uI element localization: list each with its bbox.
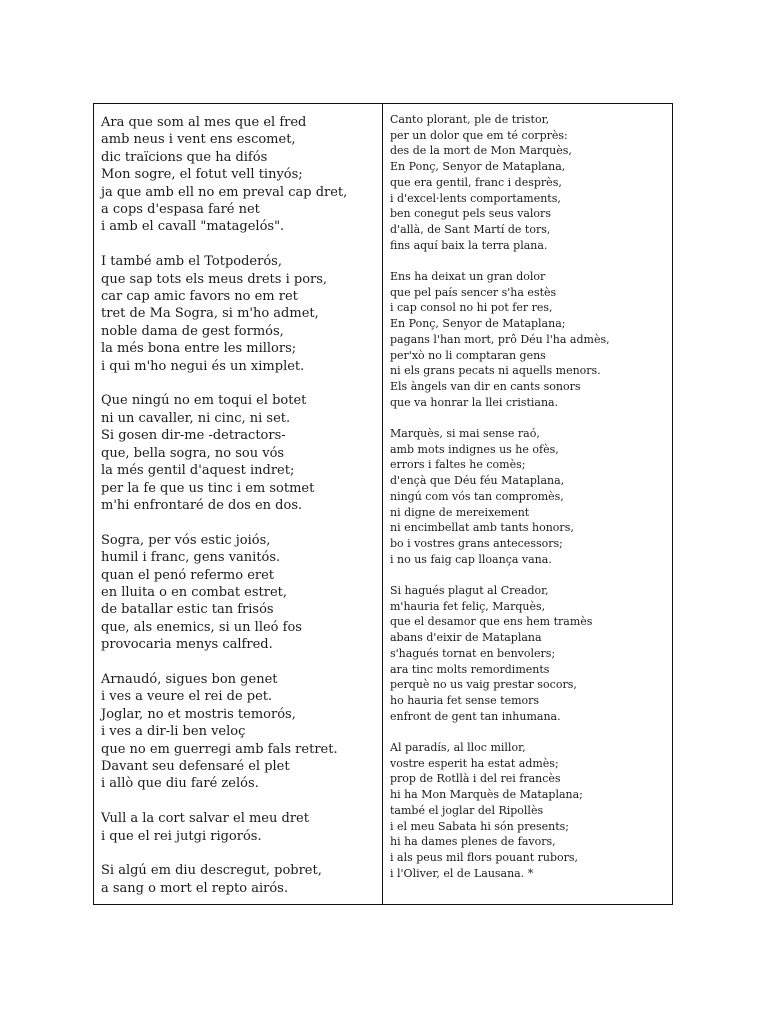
verse-line: i no us faig cap lloança vana. — [390, 552, 552, 566]
verse-line: Vull a la cort salvar el meu dret — [101, 811, 309, 827]
verse-line: En Ponç, Senyor de Mataplana; — [390, 317, 566, 331]
verse-line: i l'Oliver, el de Lausana. * — [390, 866, 534, 880]
stanza — [390, 269, 672, 410]
verse-line: quan el penó refermo eret — [101, 567, 275, 583]
stanza — [101, 532, 382, 654]
verse-line: Si algú em diu descregut, pobret, — [101, 863, 322, 879]
left-poem-column — [94, 104, 383, 904]
verse-line: i qui m'ho negui és un ximplet. — [101, 358, 305, 374]
verse-line: errors i faltes he comès; — [390, 458, 526, 472]
stanza — [390, 426, 672, 567]
verse-line: ni els grans pecats ni aquells menors. — [390, 364, 601, 378]
verse-line: ara tinc molts remordiments — [390, 662, 550, 676]
verse-line: i que el rei jutgi rigorós. — [101, 828, 262, 844]
verse-line: Sogra, per vós estic joiós, — [101, 532, 271, 548]
verse-line: que no em guerregi amb fals retret. — [101, 741, 338, 757]
verse-line: hi ha dames plenes de favors, — [390, 835, 556, 849]
verse-line: m'hauria fet feliç, Marquès, — [390, 599, 546, 613]
stanza — [101, 862, 382, 897]
verse-line: prop de Rotllà i del rei francès — [390, 772, 561, 786]
verse-line: i cap consol no hi pot fer res, — [390, 301, 553, 315]
verse-line: que el desamor que ens hem tramès — [390, 615, 593, 629]
stanza — [390, 740, 672, 881]
verse-line: ni encimbellat amb tants honors, — [390, 521, 574, 535]
verse-line: Al paradís, al lloc millor, — [390, 741, 526, 755]
verse-line: i d'excel·lents comportaments, — [390, 191, 561, 205]
verse-line: ben conegut pels seus valors — [390, 207, 551, 221]
verse-line: que sap tots els meus drets i pors, — [101, 271, 328, 287]
verse-line: per la fe que us tinc i em sotmet — [101, 480, 315, 496]
verse-line: abans d'eixir de Mataplana — [390, 631, 542, 645]
verse-line: i ves a veure el rei de pet. — [101, 689, 273, 705]
stanza — [101, 114, 382, 236]
verse-line: amb mots indignes us he ofès, — [390, 442, 559, 456]
verse-line: tret de Ma Sogra, si m'ho admet, — [101, 306, 319, 322]
verse-line: i als peus mil flors pouant rubors, — [390, 850, 579, 864]
verse-line: Davant seu defensaré el plet — [101, 758, 290, 774]
verse-line: I també amb el Totpoderós, — [101, 254, 282, 270]
verse-line: a cops d'espasa faré net — [101, 202, 260, 218]
verse-line: també el joglar del Ripollès — [390, 803, 544, 817]
verse-line: enfront de gent tan inhumana. — [390, 709, 561, 723]
verse-line: Que ningú no em toqui el botet — [101, 393, 307, 409]
verse-line: fins aquí baix la terra plana. — [390, 238, 548, 252]
stanza — [101, 671, 382, 793]
stanza — [101, 392, 382, 514]
verse-line: d'allà, de Sant Martí de tors, — [390, 222, 551, 236]
verse-line: Mon sogre, el fotut vell tinyós; — [101, 167, 303, 183]
verse-line: Els àngels van dir en cants sonors — [390, 379, 581, 393]
verse-line: que era gentil, franc i desprès, — [390, 175, 562, 189]
verse-line: hi ha Mon Marquès de Mataplana; — [390, 788, 583, 802]
verse-line: per'xò no li comptaran gens — [390, 348, 546, 362]
verse-line: humil i franc, gens vanitós. — [101, 550, 281, 566]
verse-line: En Ponç, Senyor de Mataplana, — [390, 160, 566, 174]
verse-line: la més gentil d'aquest indret; — [101, 463, 295, 479]
verse-line: en lluita o en combat estret, — [101, 584, 288, 600]
verse-line: vostre esperit ha estat admès; — [390, 756, 559, 770]
verse-line: noble dama de gest formós, — [101, 323, 284, 339]
verse-line: perquè no us vaig prestar socors, — [390, 678, 577, 692]
verse-line: des de la mort de Mon Marquès, — [390, 144, 572, 158]
verse-line: i amb el cavall "matagelós". — [101, 219, 285, 235]
verse-line: s'hagués tornat en benvolers; — [390, 646, 556, 660]
verse-line: m'hi enfrontaré de dos en dos. — [101, 497, 303, 513]
verse-line: ho hauria fet sense temors — [390, 693, 540, 707]
verse-line: Marquès, si mai sense raó, — [390, 427, 540, 441]
verse-line: dic traïcions que ha difós — [101, 149, 268, 165]
verse-line: que va honrar la llei cristiana. — [390, 395, 559, 409]
verse-line: Ara que som al mes que el fred — [101, 115, 307, 130]
right-poem-column — [383, 104, 672, 904]
verse-line: ni digne de mereixement — [390, 505, 530, 519]
verse-line: i allò que diu faré zelós. — [101, 776, 259, 792]
verse-line: car cap amic favors no em ret — [101, 289, 298, 305]
verse-line: que, als enemics, si un lleó fos — [101, 619, 302, 635]
verse-line: Ens ha deixat un gran dolor — [390, 270, 546, 284]
verse-line: ningú com vós tan compromès, — [390, 489, 564, 503]
verse-line: que, bella sogra, no sou vós — [101, 445, 285, 461]
verse-line: Joglar, no et mostris temorós, — [101, 706, 296, 722]
stanza — [101, 810, 382, 845]
verse-line: a sang o mort el repto airós. — [101, 880, 288, 896]
stanza — [101, 253, 382, 375]
stanza — [390, 583, 672, 724]
verse-line: ni un cavaller, ni cinc, ni set. — [101, 410, 291, 426]
stanza — [390, 112, 672, 253]
poem-table — [93, 103, 673, 905]
verse-line: de batallar estic tan frisós — [101, 602, 274, 618]
verse-line: que pel país sencer s'ha estès — [390, 285, 557, 299]
verse-line: per un dolor que em té corprès: — [390, 128, 568, 142]
verse-line: provocaria menys calfred. — [101, 637, 273, 653]
verse-line: i el meu Sabata hi són presents; — [390, 819, 569, 833]
verse-line: amb neus i vent ens escomet, — [101, 132, 296, 148]
verse-line: Canto plorant, ple de tristor, — [390, 113, 550, 126]
verse-line: bo i vostres grans antecessors; — [390, 536, 563, 550]
verse-line: i ves a dir-li ben veloç — [101, 724, 246, 740]
verse-line: Si hagués plagut al Creador, — [390, 584, 549, 598]
verse-line: Arnaudó, sigues bon genet — [101, 671, 278, 687]
verse-line: ja que amb ell no em preval cap dret, — [101, 184, 348, 200]
verse-line: Si gosen dir-me -detractors- — [101, 428, 286, 444]
verse-line: d'ençà que Déu féu Mataplana, — [390, 474, 565, 488]
verse-line: la més bona entre les millors; — [101, 341, 297, 357]
verse-line: pagans l'han mort, prô Déu l'ha admès, — [390, 332, 610, 346]
